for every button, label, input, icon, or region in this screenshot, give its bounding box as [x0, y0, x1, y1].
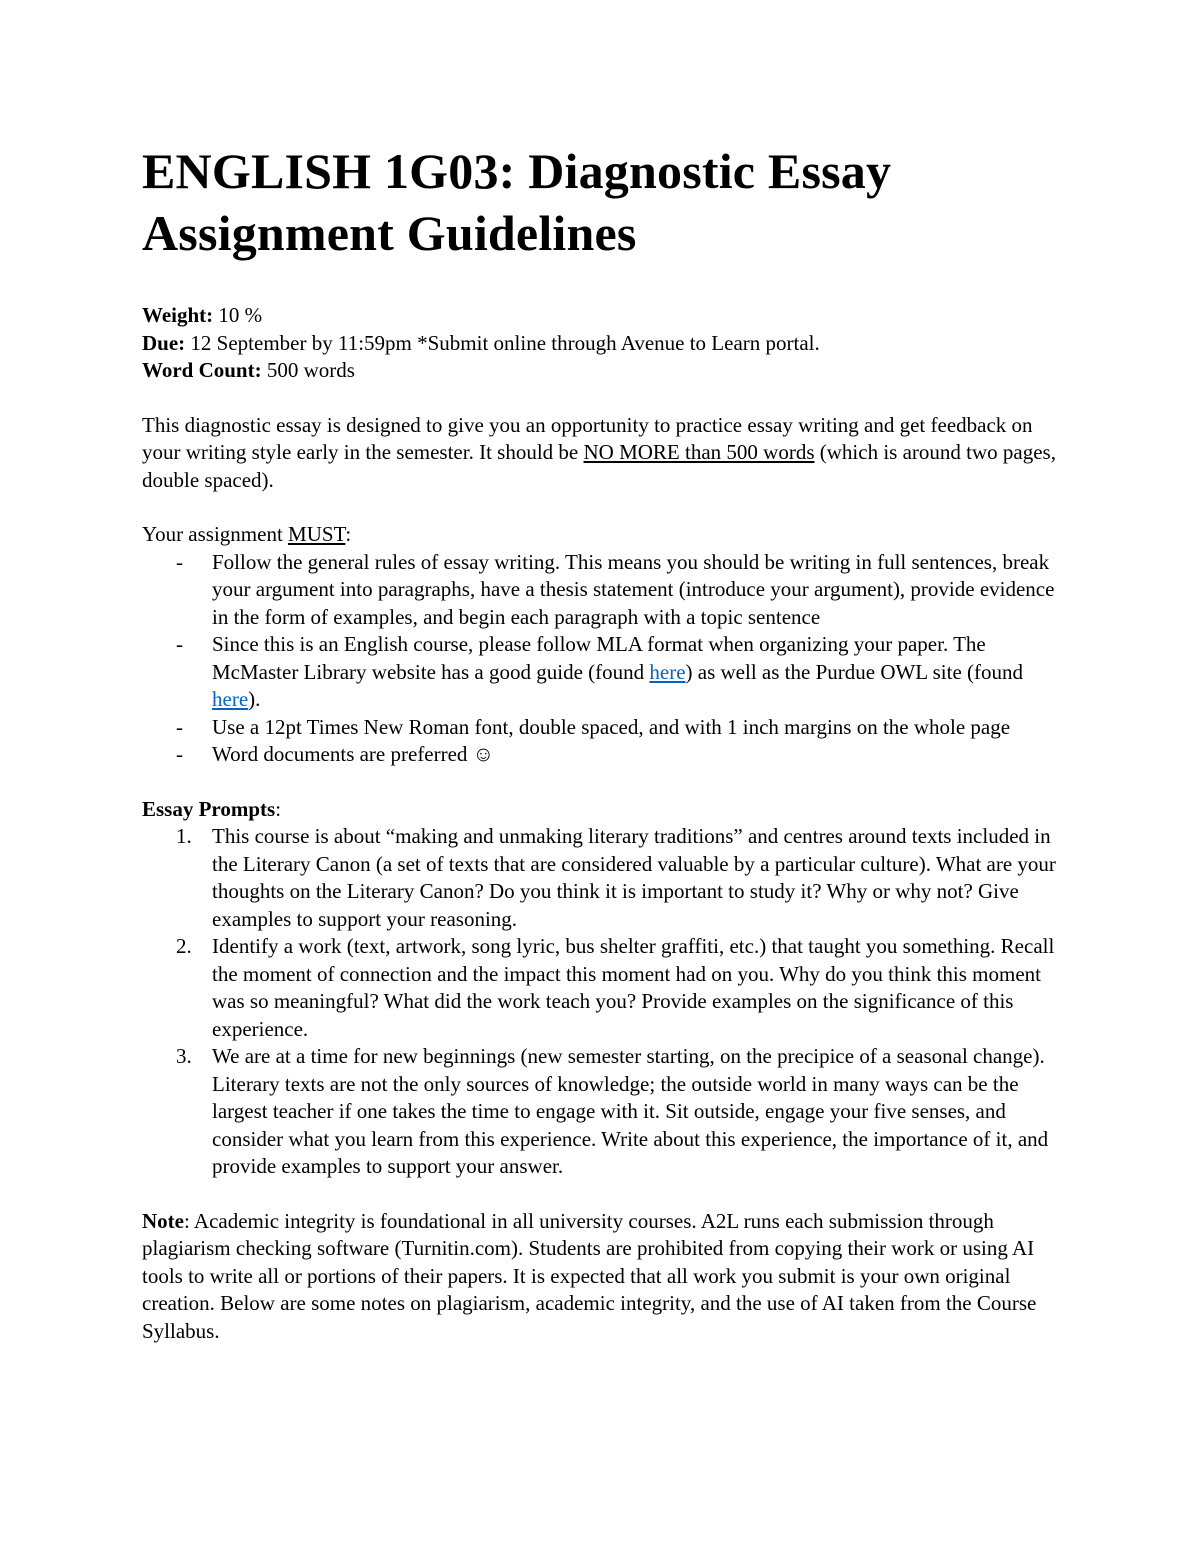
list-item-text: Word documents are preferred ☺: [212, 742, 495, 766]
list-item-text: Since this is an English course, please follow MLA format when organizing your paper. The McMaster Library website has a good guide (found: [212, 632, 986, 684]
list-marker: -: [176, 714, 183, 739]
list-item: [142, 741, 1072, 769]
requirements-section: [142, 521, 1072, 769]
document-title: ENGLISH 1G03: Diagnostic Essay Assignment Guidelines: [142, 143, 892, 261]
list-item: [142, 549, 1072, 632]
list-item-text: Use a 12pt Times New Roman font, double spaced, and with 1 inch margins on the whole page: [212, 714, 1011, 739]
note-label: Note: [142, 1208, 184, 1233]
requirements-must: MUST: [288, 522, 346, 546]
prompt-number: 3.: [176, 1044, 192, 1068]
due-label: Due:: [142, 330, 186, 355]
weight-line: [142, 302, 1072, 330]
purdue-owl-link[interactable]: here: [212, 687, 249, 711]
word-count-label: Word Count:: [142, 358, 262, 382]
intro-paragraph: [142, 412, 1072, 495]
essay-prompts-title: Essay Prompts: [142, 796, 276, 821]
essay-prompts-colon: :: [275, 796, 282, 821]
prompt-text: Identify a work (text, artwork, song lyric, bus shelter graffiti, etc.) that taught you something. Recall the moment of connection and the impact this moment had on you. Why do you think this moment was so meaningful? What did the work teach you? Provide examples on the significance of this experience.: [212, 934, 1055, 1041]
due-line: [142, 330, 1072, 358]
prompt-number: 2.: [176, 934, 192, 958]
essay-prompts-section: [142, 796, 1072, 1181]
requirements-lead-text: Your assignment: [142, 522, 289, 546]
word-count-value: 500 words: [261, 358, 355, 382]
intro-text-part1: This diagnostic essay is designed to give you an opportunity to practice essay writing and get feedback on your writing style early in the semester. It should be: [142, 412, 1033, 464]
weight-label: Weight:: [142, 303, 214, 327]
intro-text-part2: (which is around two pages, double spaced).: [142, 440, 1056, 492]
weight-value: 10 %: [213, 303, 263, 327]
list-marker: -: [176, 742, 183, 766]
requirements-lead: [142, 521, 1072, 549]
list-marker: -: [176, 632, 183, 656]
prompt-item: [142, 933, 1072, 1043]
requirements-colon: :: [345, 522, 352, 546]
prompt-item: [142, 1043, 1072, 1181]
word-count-line: [142, 357, 1072, 385]
intro-underlined: NO MORE than 500 words: [583, 440, 815, 464]
requirements-list: [142, 549, 1072, 769]
list-item-text: Follow the general rules of essay writing. This means you should be writing in full sentences, break your argument into paragraphs, have a thesis statement (introduce your argument), provide evidence in the form of examples, and begin each paragraph with a topic sentence: [212, 549, 1055, 629]
integrity-note: [142, 1208, 1072, 1346]
list-item-text: ).: [248, 687, 261, 711]
prompt-item: [142, 823, 1072, 933]
list-item: [142, 714, 1072, 742]
mcmaster-library-link[interactable]: here: [649, 659, 686, 684]
list-marker: -: [176, 549, 183, 574]
prompt-text: This course is about “making and unmaking literary traditions” and centres around texts included in the Literary Canon (a set of texts that are considered valuable by a particular culture). What are your thoughts on the Literary Canon? Do you think it is important to study it? Why or why not? Give examples to support your reasoning.: [212, 824, 1056, 931]
assignment-meta: [142, 302, 1072, 385]
list-item: [142, 631, 1072, 714]
due-value: 12 September by 11:59pm *Submit online through Avenue to Learn portal.: [185, 330, 820, 355]
prompt-number: 1.: [176, 824, 192, 848]
document-page: [142, 140, 1072, 1345]
prompt-text: We are at a time for new beginnings (new semester starting, on the precipice of a seasonal change). Literary texts are not the only sources of knowledge; the outside world in many ways can be the largest teacher if one takes the time to engage with it. Sit outside, engage your five senses, and consider what you learn from this experience. Write about this experience, the importance of it, and provide examples to support your answer.: [212, 1044, 1049, 1178]
list-item-text: ) as well as the Purdue OWL site (found: [685, 659, 1023, 684]
essay-prompts-list: [142, 823, 1072, 1181]
note-text: : Academic integrity is foundational in all university courses. A2L runs each submission through plagiarism checking software (Turnitin.com). Students are prohibited from copying their work or using AI tools to write all or portions of their papers. It is expected that all work you submit is your own original creation. Below are some notes on plagiarism, academic integrity, and the use of AI taken from the Course Syllabus.: [142, 1208, 1037, 1343]
essay-prompts-heading: [142, 796, 1072, 824]
